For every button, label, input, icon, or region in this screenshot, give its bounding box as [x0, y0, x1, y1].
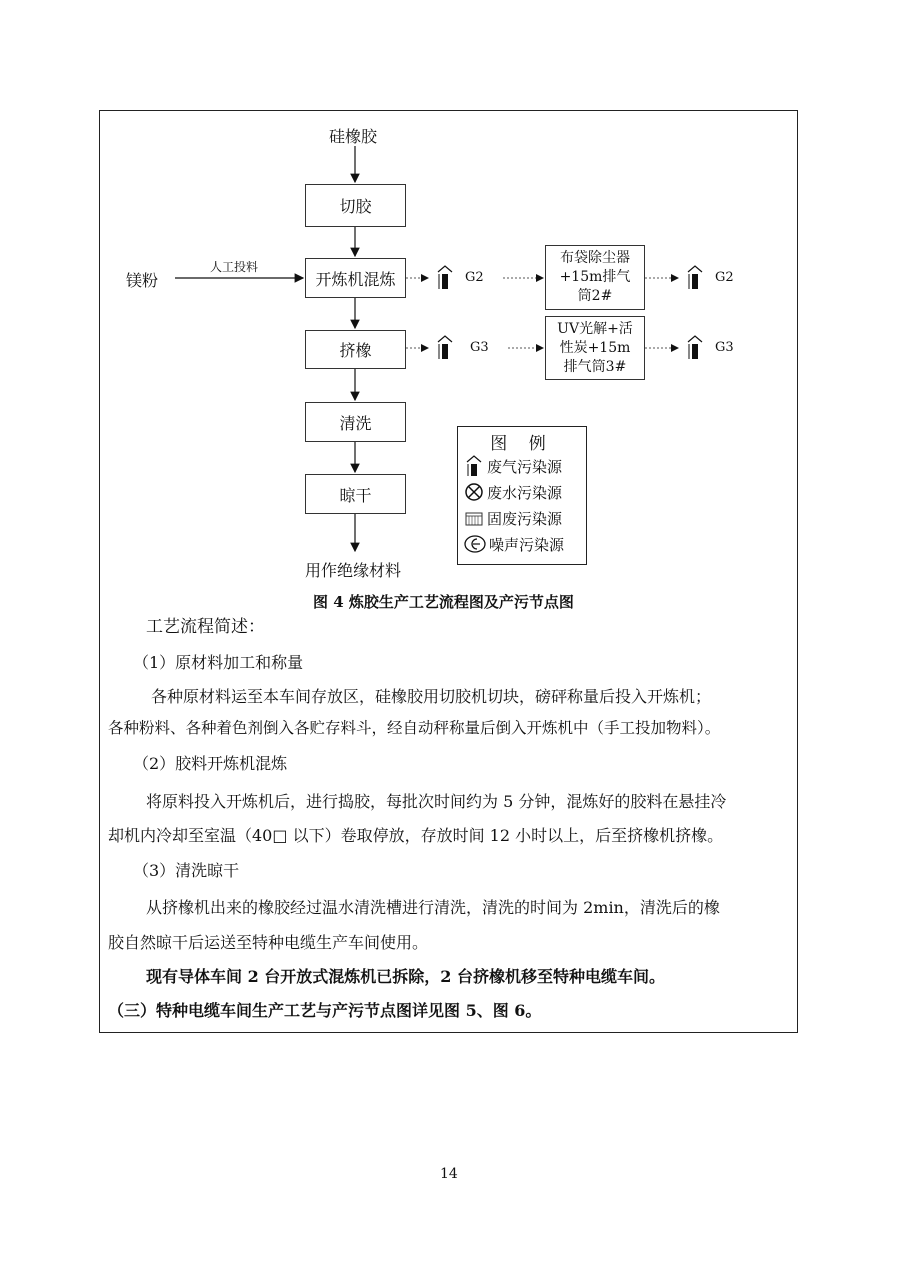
- waste-gas-icon: [438, 266, 452, 289]
- description-heading: 工艺流程简述：: [146, 617, 265, 637]
- g3-code: G3: [470, 340, 489, 355]
- bold-note: 现有导体车间 2 台开放式混炼机已拆除，2 台挤橡机移至特种电缆车间。: [146, 967, 665, 986]
- sec2-title: （2）胶料开炼机混炼: [133, 754, 288, 773]
- waste-gas-icon: [688, 266, 702, 289]
- sec3-line1: 从挤橡机出来的橡胶经过温水清洗槽进行清洗，清洗的时间为 2min，清洗后的橡: [146, 898, 720, 917]
- sec2-line1: 将原料投入开炼机后，进行捣胶，每批次时间约为 5 分钟，混炼好的胶料在悬挂冷: [146, 792, 727, 811]
- step-extrude: 挤橡: [305, 330, 406, 369]
- g2-code: G2: [465, 270, 484, 285]
- step-wash: 清洗: [305, 402, 406, 442]
- flow-diagram: [0, 0, 900, 620]
- waste-gas-icon: [438, 336, 452, 359]
- next-section-note: （三）特种电缆车间生产工艺与产污节点图详见图 5、图 6。: [108, 1001, 542, 1020]
- sec3-title: （3）清洗晾干: [133, 861, 240, 880]
- g2-exit-code: G2: [715, 270, 734, 285]
- legend-item-waste-water: 废水污染源: [464, 481, 562, 503]
- legend-item-solid-waste: 固废污染源: [464, 507, 562, 529]
- side-arrow-label: 人工投料: [210, 260, 259, 274]
- noise-icon: [464, 534, 486, 554]
- sec1-line2: 各种粉料、各种着色剂倒入各贮存料斗，经自动秤称量后倒入开炼机中（手工投加物料）。: [108, 719, 721, 737]
- sec2-line2: 却机内冷却至室温（40□ 以下）卷取停放，存放时间 12 小时以上，后至挤橡机挤橡。: [108, 826, 724, 845]
- page-number: 14: [440, 1166, 458, 1182]
- control-uv-carbon: UV光解+活 性炭+15m 排气筒3#: [545, 316, 645, 380]
- solid-waste-icon: [464, 508, 484, 528]
- control-dust-collector: 布袋除尘器 +15m排气 筒2#: [545, 245, 645, 310]
- legend-item-noise: 噪声污染源: [464, 533, 564, 555]
- legend-title: 图 例: [490, 434, 554, 454]
- waste-water-icon: [464, 482, 484, 502]
- waste-gas-icon: [688, 336, 702, 359]
- step-cut: 切胶: [305, 184, 406, 227]
- input-top-label: 硅橡胶: [329, 127, 378, 146]
- waste-gas-icon: [464, 455, 484, 477]
- sec1-title: （1）原材料加工和称量: [133, 653, 304, 672]
- output-label: 用作绝缘材料: [305, 561, 402, 580]
- legend: [457, 426, 587, 565]
- sec1-line1: 各种原材料运至本车间存放区，硅橡胶用切胶机切块，磅砰称量后投入开炼机；: [151, 687, 712, 706]
- legend-item-waste-gas: 废气污染源: [464, 455, 562, 477]
- g3-exit-code: G3: [715, 340, 734, 355]
- input-side-label: 镁粉: [126, 271, 159, 290]
- sec3-line2: 胶自然晾干后运送至特种电缆生产车间使用。: [108, 933, 429, 952]
- figure-caption: 图 4 炼胶生产工艺流程图及产污节点图: [313, 593, 574, 611]
- step-mix: 开炼机混炼: [305, 258, 406, 298]
- step-dry: 晾干: [305, 474, 406, 514]
